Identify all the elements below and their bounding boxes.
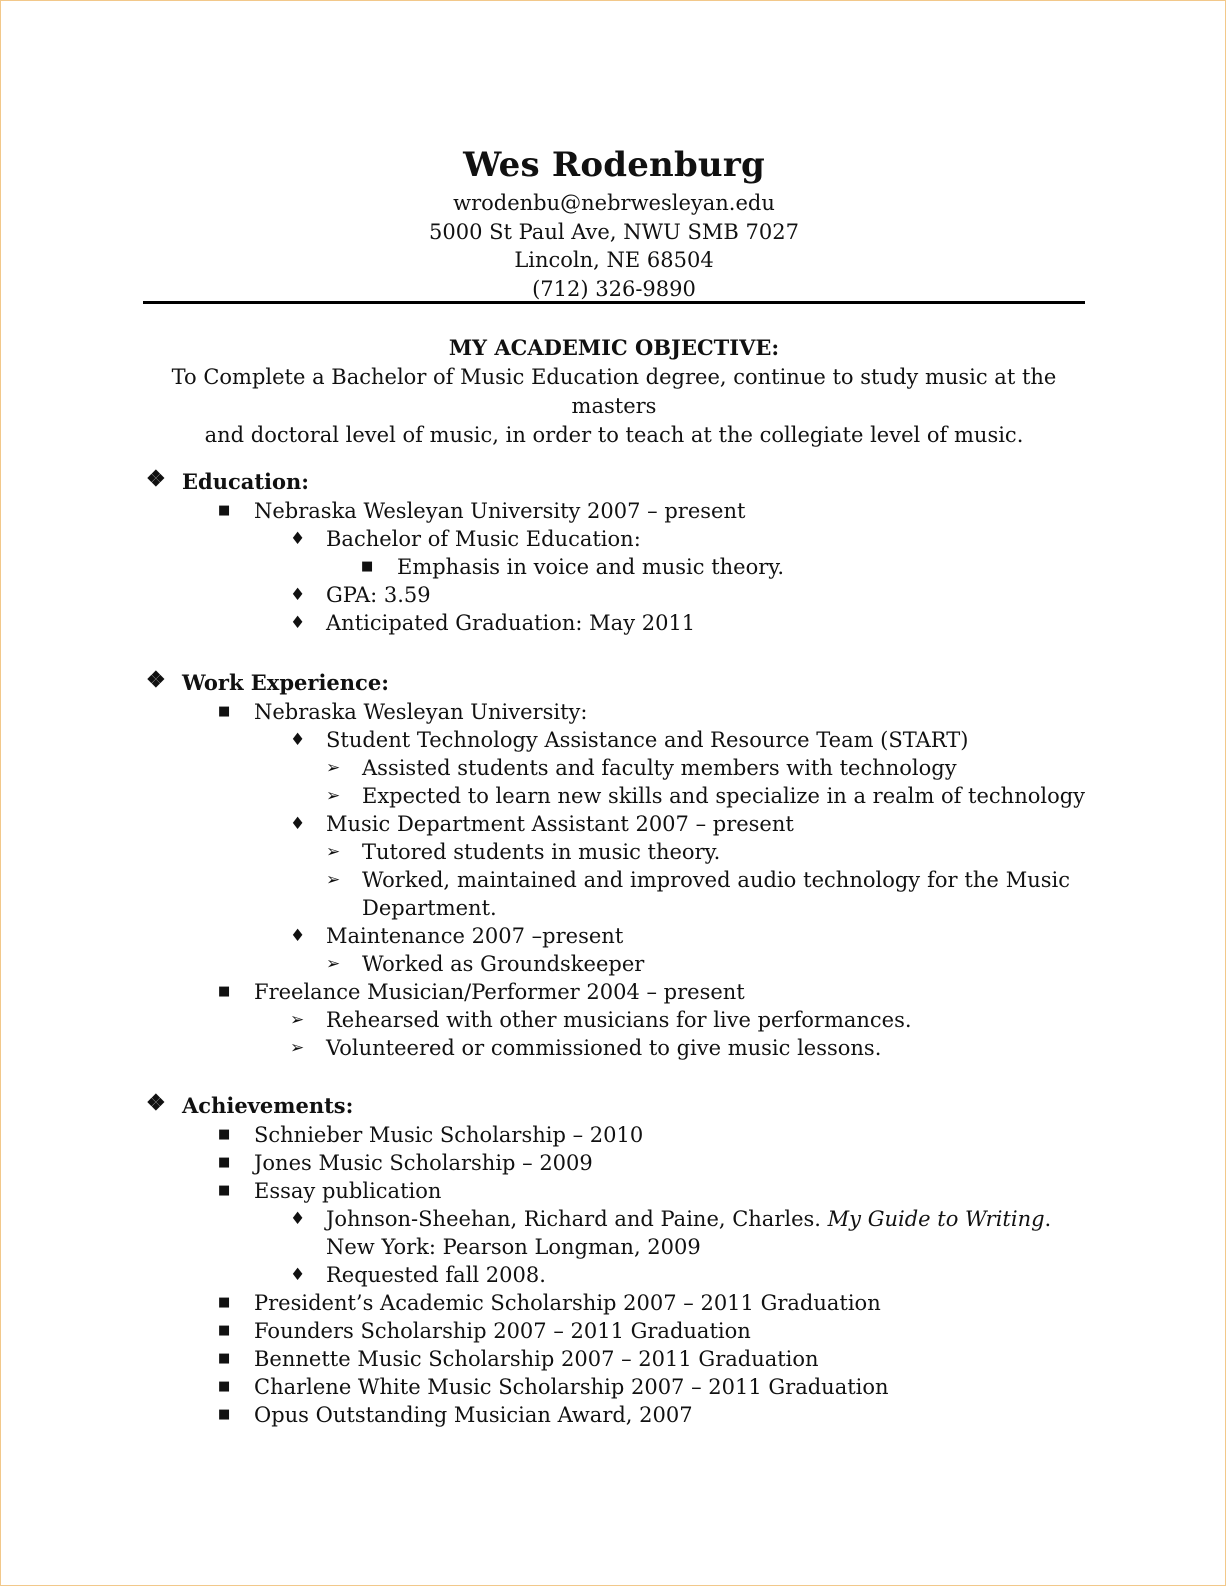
list-item-continuation bbox=[146, 1233, 1086, 1261]
arrow-bullet-icon: ➢ bbox=[290, 1038, 305, 1058]
arrow-bullet-icon: ➢ bbox=[290, 1010, 305, 1030]
citation-text bbox=[326, 1205, 1086, 1233]
list-item bbox=[146, 698, 1086, 726]
list-item bbox=[146, 1373, 1086, 1401]
achievement-text: President’s Academic Scholarship 2007 – 2011 Graduation bbox=[254, 1291, 881, 1315]
square-bullet-icon: ■ bbox=[218, 1351, 231, 1366]
achievement-text: Requested fall 2008. bbox=[326, 1263, 546, 1287]
duty-text: Worked as Groundskeeper bbox=[362, 952, 645, 976]
achievement-text: Bennette Music Scholarship 2007 – 2011 Graduation bbox=[254, 1347, 819, 1371]
achievement-text: Founders Scholarship 2007 – 2011 Graduation bbox=[254, 1319, 751, 1343]
citation-publisher: New York: Pearson Longman, 2009 bbox=[326, 1235, 701, 1259]
job-title-text: Maintenance 2007 –present bbox=[326, 924, 624, 948]
list-item bbox=[146, 1034, 1086, 1062]
citation-authors: Johnson-Sheehan, Richard and Paine, Charles. bbox=[326, 1207, 828, 1231]
work-experience-section bbox=[146, 668, 1086, 1062]
square-bullet-icon: ■ bbox=[218, 503, 231, 518]
diamond-bullet-icon: ♦ bbox=[290, 585, 306, 605]
achievement-text: Schnieber Music Scholarship – 2010 bbox=[254, 1123, 644, 1147]
list-item bbox=[146, 754, 1086, 782]
duty-text: Tutored students in music theory. bbox=[362, 840, 721, 864]
list-item bbox=[146, 1261, 1086, 1289]
list-item bbox=[146, 950, 1086, 978]
list-item-continuation bbox=[146, 894, 1086, 922]
education-title: Education: bbox=[182, 469, 310, 494]
square-bullet-icon: ■ bbox=[218, 704, 231, 719]
arrow-bullet-icon: ➢ bbox=[326, 954, 341, 974]
email: wrodenbu@nebrwesleyan.edu bbox=[453, 191, 775, 215]
square-bullet-icon: ■ bbox=[361, 559, 374, 574]
section-heading bbox=[146, 668, 1086, 698]
square-bullet-icon: ■ bbox=[218, 1407, 231, 1422]
achievements-title: Achievements: bbox=[182, 1093, 354, 1118]
diamond-bullet-icon: ♦ bbox=[290, 1265, 306, 1285]
emphasis-text: Emphasis in voice and music theory. bbox=[397, 555, 785, 579]
list-item bbox=[146, 1177, 1086, 1205]
citation-period: . bbox=[1044, 1207, 1052, 1231]
list-item bbox=[146, 1317, 1086, 1345]
square-bullet-icon: ■ bbox=[218, 984, 231, 999]
diamond-bullet-icon: ♦ bbox=[290, 1209, 306, 1229]
arrow-bullet-icon: ➢ bbox=[326, 758, 341, 778]
school-text: Nebraska Wesleyan University 2007 – present bbox=[254, 499, 746, 523]
arrow-bullet-icon: ➢ bbox=[326, 870, 341, 890]
job-title-text: Music Department Assistant 2007 – present bbox=[326, 812, 794, 836]
list-item bbox=[146, 609, 1086, 637]
diamond-bullet-icon: ♦ bbox=[290, 529, 306, 549]
diamond-cluster-icon: ❖ bbox=[146, 1090, 166, 1116]
achievement-text: Jones Music Scholarship – 2009 bbox=[254, 1151, 593, 1175]
gpa-text: GPA: 3.59 bbox=[326, 583, 431, 607]
diamond-bullet-icon: ♦ bbox=[290, 613, 306, 633]
square-bullet-icon: ■ bbox=[218, 1295, 231, 1310]
square-bullet-icon: ■ bbox=[218, 1155, 231, 1170]
education-section bbox=[146, 467, 1086, 637]
city-state-zip: Lincoln, NE 68504 bbox=[514, 248, 714, 273]
degree-text: Bachelor of Music Education: bbox=[326, 527, 641, 551]
work-title: Work Experience: bbox=[182, 670, 389, 695]
duty-text: Volunteered or commissioned to give music lessons. bbox=[326, 1036, 882, 1060]
duty-text: Worked, maintained and improved audio technology for the Music bbox=[362, 868, 1070, 892]
employer-text: Nebraska Wesleyan University: bbox=[254, 700, 588, 724]
arrow-bullet-icon: ➢ bbox=[326, 842, 341, 862]
list-item bbox=[146, 810, 1086, 838]
phone-number: (712) 326-9890 bbox=[532, 277, 696, 302]
list-item bbox=[146, 1205, 1086, 1233]
list-item bbox=[146, 581, 1086, 609]
list-item bbox=[146, 782, 1086, 810]
achievement-text: Essay publication bbox=[254, 1179, 442, 1203]
list-item bbox=[146, 525, 1086, 553]
square-bullet-icon: ■ bbox=[218, 1379, 231, 1394]
achievement-text: Opus Outstanding Musician Award, 2007 bbox=[254, 1403, 693, 1427]
resume-header bbox=[1, 141, 1226, 304]
duty-text: Department. bbox=[362, 896, 497, 920]
list-item bbox=[146, 1289, 1086, 1317]
diamond-bullet-icon: ♦ bbox=[290, 814, 306, 834]
section-heading bbox=[146, 467, 1086, 497]
candidate-name: Wes Rodenburg bbox=[463, 145, 765, 185]
list-item bbox=[146, 1345, 1086, 1373]
duty-text: Expected to learn new skills and specialize in a realm of technology bbox=[362, 784, 1086, 808]
street-address: 5000 St Paul Ave, NWU SMB 7027 bbox=[429, 219, 799, 244]
diamond-cluster-icon: ❖ bbox=[146, 466, 166, 492]
achievements-section bbox=[146, 1091, 1086, 1429]
diamond-bullet-icon: ♦ bbox=[290, 730, 306, 750]
list-item bbox=[146, 497, 1086, 525]
square-bullet-icon: ■ bbox=[218, 1323, 231, 1338]
list-item bbox=[146, 1401, 1086, 1429]
list-item bbox=[146, 838, 1086, 866]
citation-title: My Guide to Writing bbox=[827, 1207, 1045, 1231]
graduation-text: Anticipated Graduation: May 2011 bbox=[326, 611, 696, 635]
achievement-text: Charlene White Music Scholarship 2007 – 2011 Graduation bbox=[254, 1375, 889, 1399]
objective-section bbox=[1, 333, 1226, 450]
objective-text bbox=[144, 363, 1084, 450]
duty-text: Assisted students and faculty members with technology bbox=[362, 756, 957, 780]
arrow-bullet-icon: ➢ bbox=[326, 786, 341, 806]
square-bullet-icon: ■ bbox=[218, 1127, 231, 1142]
diamond-bullet-icon: ♦ bbox=[290, 926, 306, 946]
list-item bbox=[146, 726, 1086, 754]
list-item bbox=[146, 1006, 1086, 1034]
objective-line: and doctoral level of music, in order to teach at the collegiate level of music. bbox=[204, 423, 1024, 447]
list-item bbox=[146, 1121, 1086, 1149]
objective-line: To Complete a Bachelor of Music Education degree, continue to study music at the masters bbox=[171, 365, 1057, 418]
job-title-text: Freelance Musician/Performer 2004 – present bbox=[254, 980, 745, 1004]
list-item bbox=[146, 553, 1086, 581]
objective-heading: MY ACADEMIC OBJECTIVE: bbox=[448, 335, 780, 360]
list-item bbox=[146, 1149, 1086, 1177]
header-divider bbox=[143, 301, 1085, 304]
list-item bbox=[146, 978, 1086, 1006]
job-title-text: Student Technology Assistance and Resource Team (START) bbox=[326, 728, 969, 752]
square-bullet-icon: ■ bbox=[218, 1183, 231, 1198]
list-item bbox=[146, 866, 1086, 894]
section-heading bbox=[146, 1091, 1086, 1121]
diamond-cluster-icon: ❖ bbox=[146, 667, 166, 693]
duty-text: Rehearsed with other musicians for live performances. bbox=[326, 1008, 912, 1032]
list-item bbox=[146, 922, 1086, 950]
